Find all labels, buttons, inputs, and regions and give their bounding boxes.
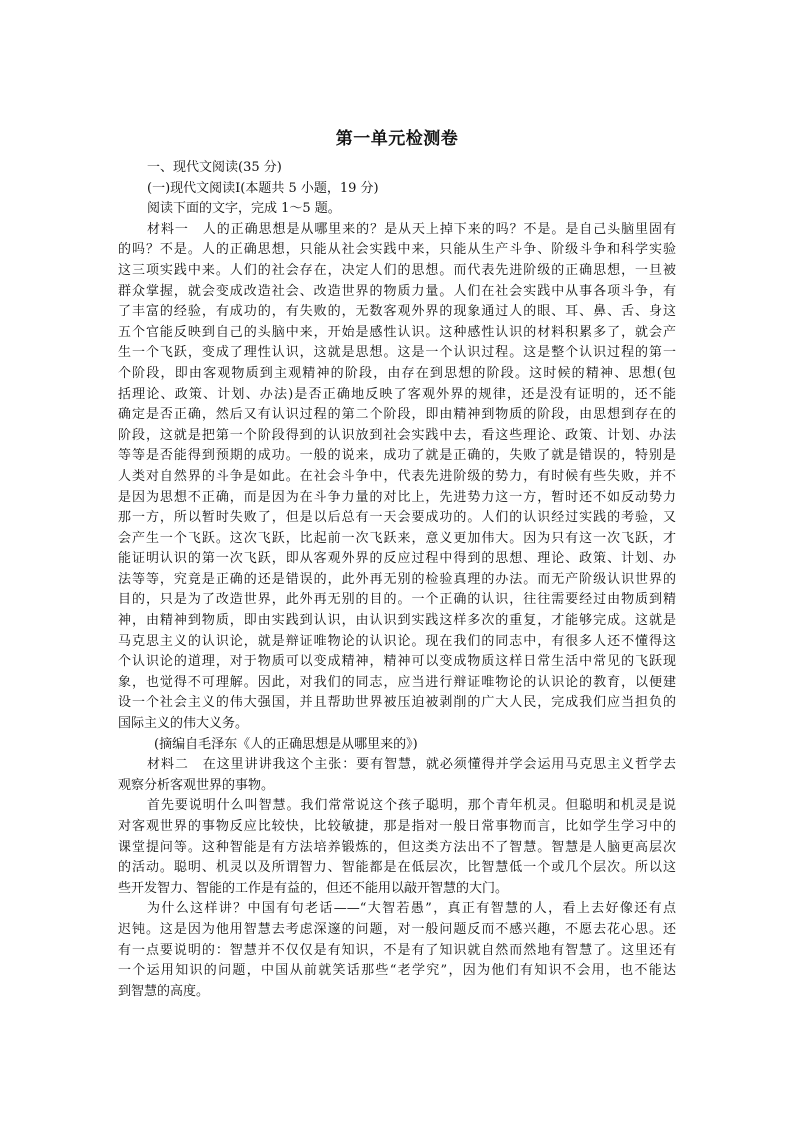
text-line: 了丰富的经验，有成功的，有失败的，无数客观外界的现象通过人的眼、耳、鼻、舌、身这 [118, 304, 676, 320]
text-line: 到智慧的高度。 [118, 983, 210, 999]
text-line: 五个官能反映到自己的头脑中来，开始是感性认识。这种感性认识的材料积累多了，就会产 [118, 324, 676, 340]
text-line: 迟钝。这是因为他用智慧去考虑深邃的问题，对一般问题反而不感兴趣，不愿去花心思。还 [118, 921, 676, 937]
text-line: 群众掌握，就会变成改造社会、改造世界的物质力量。人们在社会实践中从事各项斗争，有 [118, 283, 676, 299]
text-line: 确定是否正确，然后又有认识过程的第二个阶段，即由精神到物质的阶段，由思想到存在的 [118, 407, 676, 423]
text-line: 象，也觉得不可理解。因此，对我们的同志，应当进行辩证唯物论的认识论的教育，以便建 [118, 674, 676, 690]
text-line: 一个运用知识的问题，中国从前就笑话那些“老学究”，因为他们有知识不会用，也不能达 [118, 963, 676, 979]
material-two [118, 755, 676, 796]
text-line: 马克思主义的认识论，就是辩证唯物论的认识论。现在我们的同志中，有很多人还不懂得这 [118, 633, 676, 649]
text-line: 人类对自然界的斗争是如此。在社会斗争中，代表先进阶级的势力，有时候有些失败，并不 [118, 468, 676, 484]
text-line: 有一点要说明的：智慧并不仅仅是有知识，不是有了知识就自然而然地有智慧了。这里还有 [118, 942, 676, 958]
text-line: 等等是否能得到预期的成功。一般的说来，成功了就是正确的，失败了就是错误的，特别是 [118, 448, 676, 464]
text-line: 阶段，这就是把第一个阶段得到的认识放到社会实践中去，看这些理论、政策、计划、办法 [118, 427, 676, 443]
text-line: 是因为思想不正确，而是因为在斗争力量的对比上，先进势力这一方，暂时还不如反动势力 [118, 489, 676, 505]
paragraph-wisdom-definition [118, 796, 676, 899]
text-line: 观察分析客观世界的事物。 [118, 777, 275, 793]
text-line: 能证明认识的第一次飞跃，即从客观外界的反应过程中得到的思想、理论、政策、计划、办 [118, 551, 676, 567]
text-line: 材料二 在这里讲讲我这个主张：要有智慧，就必须懂得并学会运用马克思主义哲学去 [147, 757, 676, 773]
document-body [118, 158, 676, 1002]
text-line: 个阶段，即由客观物质到主观精神的阶段，由存在到思想的阶段。这时候的精神、思想(包 [118, 365, 676, 381]
text-line: 课堂提问等。这种智能是有方法培养锻炼的，但这类方法出不了智慧。智慧是人脑更高层次 [118, 839, 676, 855]
text-line: 首先要说明什么叫智慧。我们常常说这个孩子聪明，那个青年机灵。但聪明和机灵是说 [147, 798, 676, 814]
text-line: 为什么这样讲？中国有句老话——“大智若愚”，真正有智慧的人，看上去好像还有点 [147, 901, 676, 917]
text-line: 生一个飞跃，变成了理性认识，这就是思想。这是一个认识过程。这是整个认识过程的第一 [118, 345, 676, 361]
text-line: 的活动。聪明、机灵以及所谓智力、智能都是在低层次，比智慧低一个或几个层次。所以这 [118, 860, 676, 876]
paragraph-wisdom-explanation [118, 899, 676, 1002]
subsection-heading: (一)现代文阅读Ⅰ(本题共 5 小题，19 分) [147, 180, 379, 196]
citation: (摘编自毛泽东《人的正确思想是从哪里来的》) [154, 736, 418, 752]
text-line: 些开发智力、智能的工作是有益的，但还不能用以敲开智慧的大门。 [118, 880, 509, 896]
text-line: 目的，只是为了改造世界，此外再无别的目的。一个正确的认识，往往需要经过由物质到精 [118, 592, 676, 608]
text-line: 对客观世界的事物反应比较快，比较敏捷，那是指对一般日常事物而言，比如学生学习中的 [118, 819, 676, 834]
instruction-text: 阅读下面的文字，完成 1～5 题。 [147, 201, 341, 217]
section-heading: 一、现代文阅读(35 分) [147, 160, 282, 175]
text-line: 法等等，究竟是正确的还是错误的，此外再无别的检验真理的办法。而无产阶级认识世界的 [118, 571, 676, 587]
text-line: 的吗？不是。人的正确思想，只能从社会实践中来，只能从生产斗争、阶级斗争和科学实验 [118, 242, 676, 258]
material-one [118, 220, 676, 735]
text-line: 神，由精神到物质，即由实践到认识，由认识到实践这样多次的重复，才能够完成。这就是 [118, 613, 676, 629]
text-line: 这三项实践中来。人们的社会存在，决定人们的思想。而代表先进阶级的正确思想，一旦被 [118, 262, 676, 278]
text-line: 个认识论的道理，对于物质可以变成精神，精神可以变成物质这样日常生活中常见的飞跃现 [118, 654, 676, 670]
text-line: 材料一 人的正确思想是从哪里来的？是从天上掉下来的吗？不是。是自己头脑里固有 [147, 221, 676, 237]
page-title: 第一单元检测卷 [335, 129, 459, 149]
text-line: 设一个社会主义的伟大强国，并且帮助世界被压迫被剥削的广大人民，完成我们应当担负的 [118, 695, 676, 711]
text-line: 那一方，所以暂时失败了，但是以后总有一天会要成功的。人们的认识经过实践的考验，又 [118, 510, 676, 526]
text-line: 会产生一个飞跃。这次飞跃，比起前一次飞跃来，意义更加伟大。因为只有这一次飞跃，才 [118, 530, 676, 546]
text-line: 括理论、政策、计划、办法)是否正确地反映了客观外界的规律，还是没有证明的，还不能 [118, 386, 676, 402]
text-line: 国际主义的伟大义务。 [118, 716, 249, 732]
